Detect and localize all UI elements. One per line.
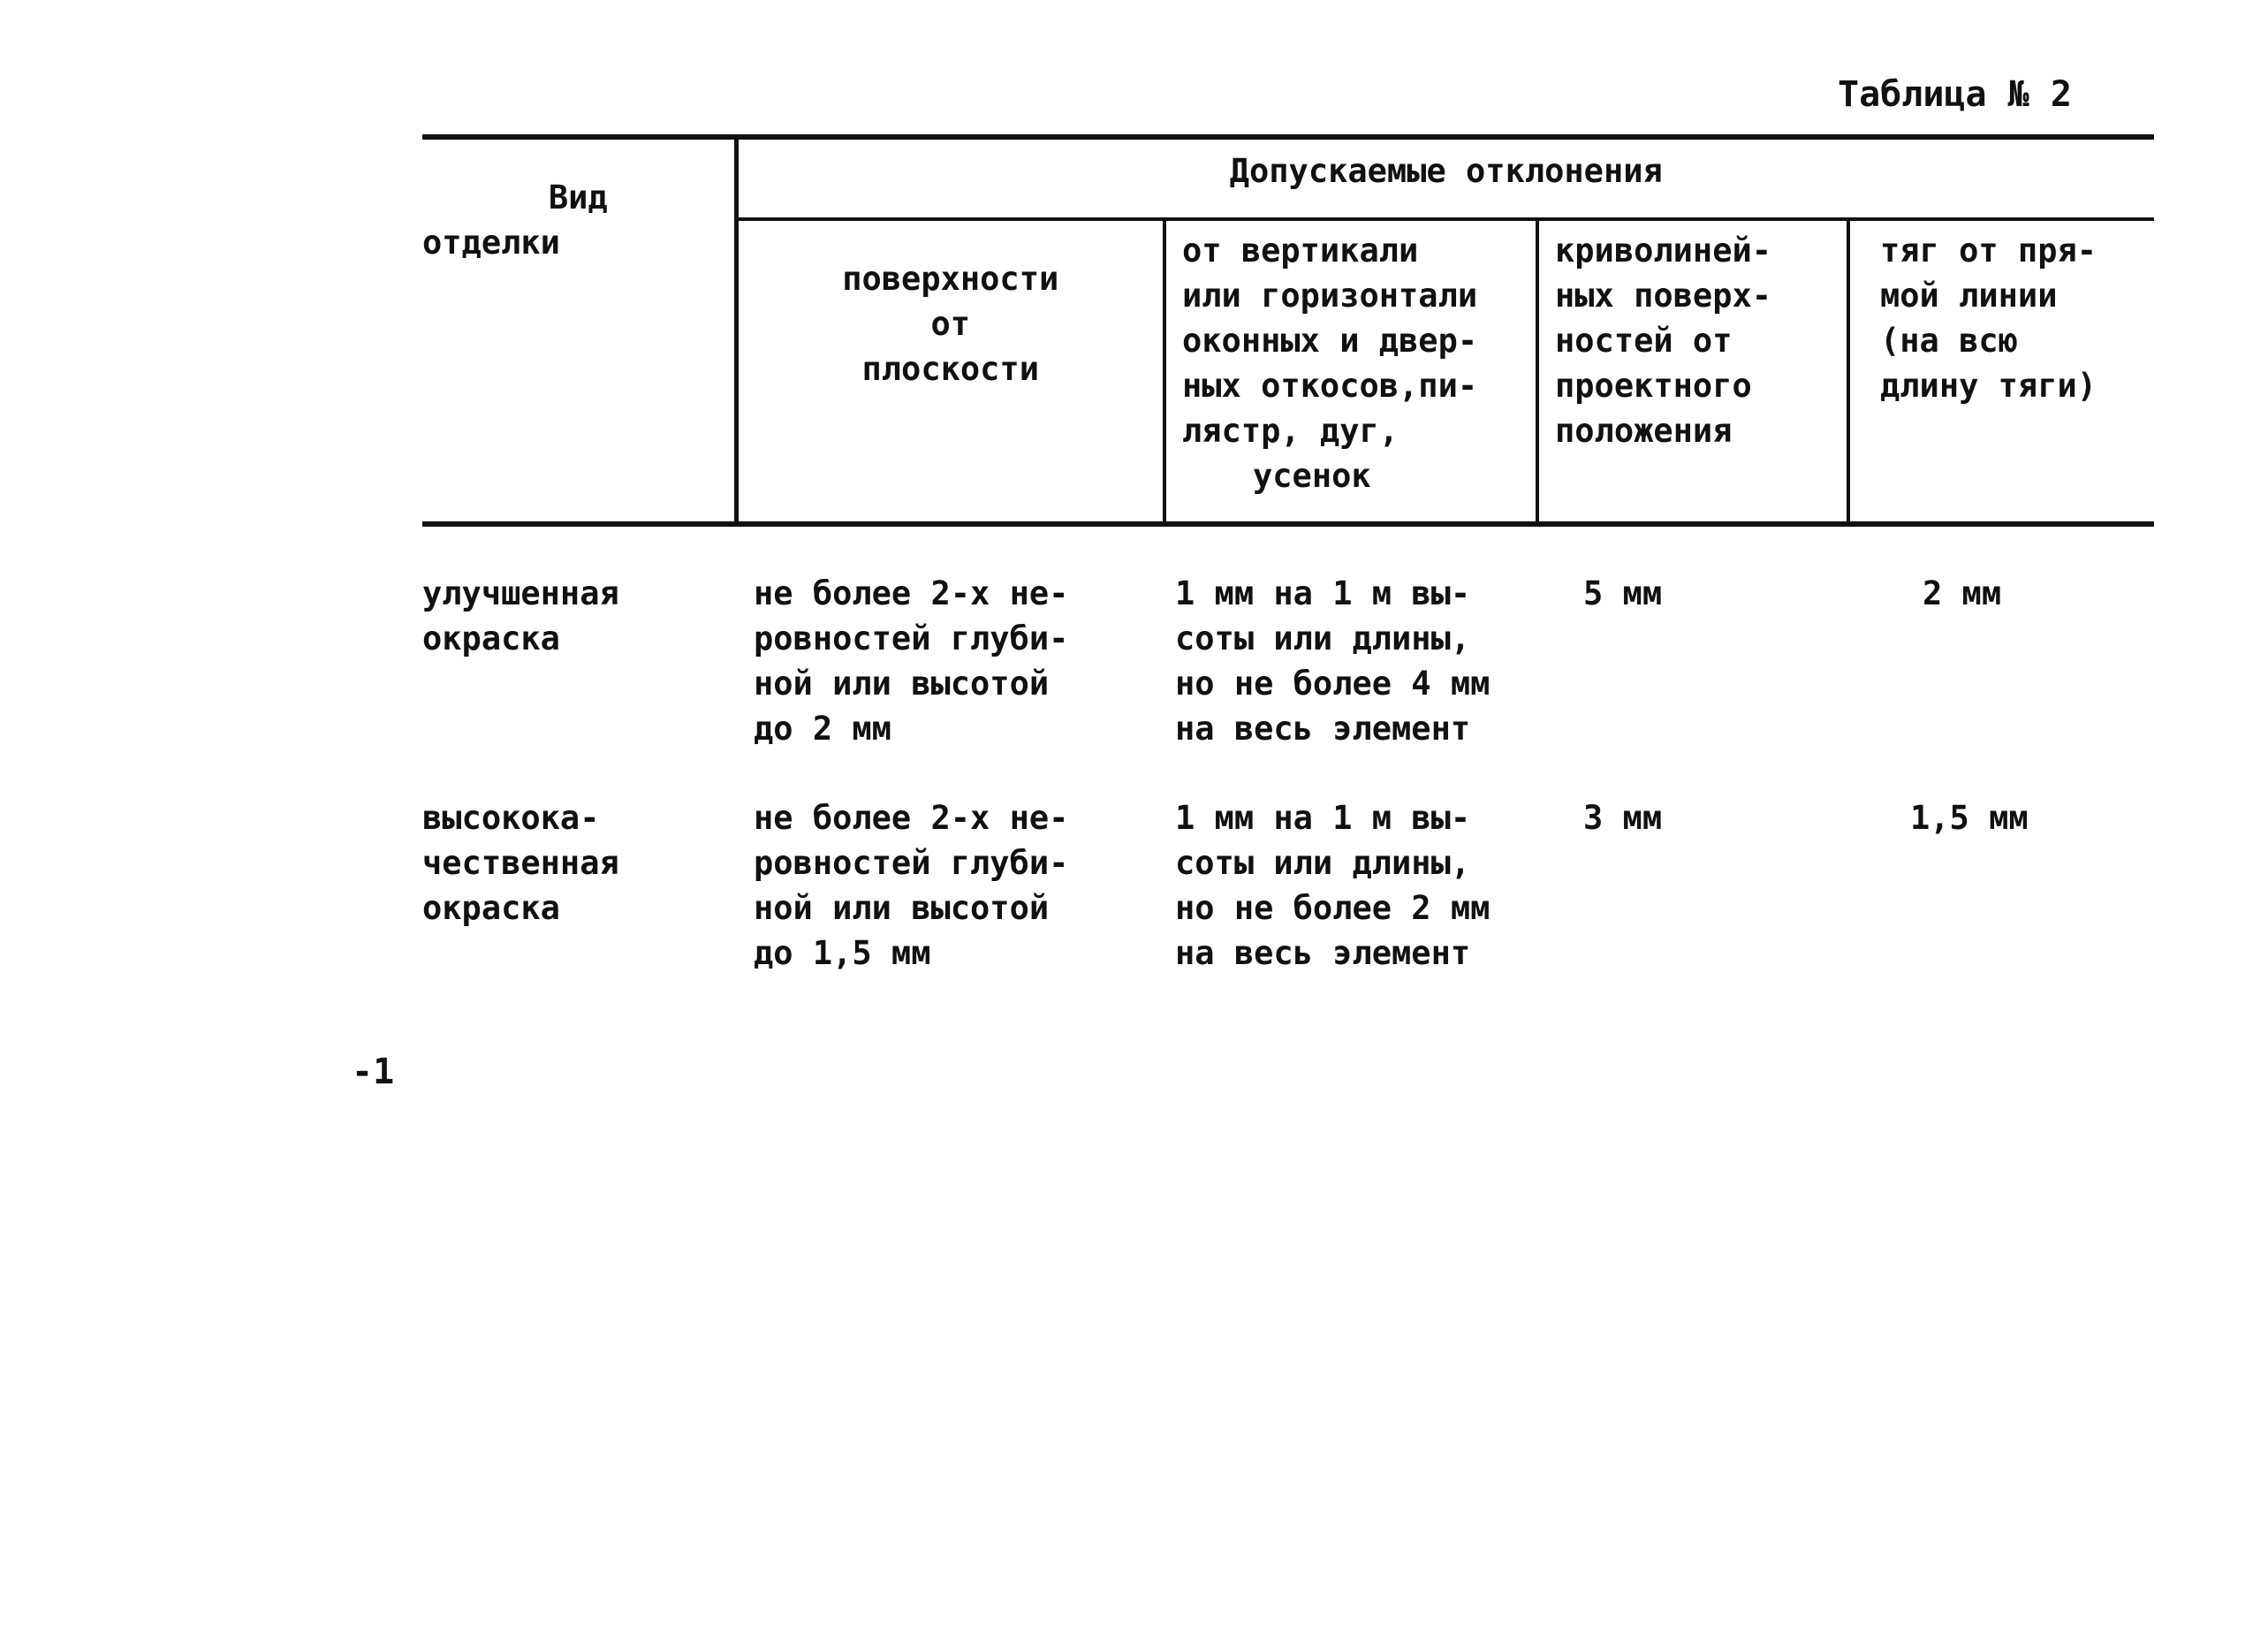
header-rods-from-straight (1848, 219, 2154, 524)
deviations-table (422, 134, 2154, 976)
table-row (422, 524, 2154, 751)
header-line: от вертикали (1182, 232, 1419, 270)
cell-surface (736, 524, 1164, 751)
cell-surface (736, 751, 1164, 976)
header-from-vertical-horizontal (1164, 219, 1537, 524)
margin-mark: -1 (352, 1052, 395, 1092)
header-line: оконных и двер- (1182, 322, 1478, 360)
cell-line: не более 2-х не- (754, 799, 1069, 837)
cell-line: чественная (422, 844, 619, 882)
header-line: поверхности (842, 260, 1059, 298)
table-label: Таблица № 2 (1838, 74, 2072, 115)
cell-line: ной или высотой (754, 889, 1050, 927)
cell-vertical (1164, 751, 1537, 976)
deviations-table-container (422, 134, 2154, 976)
header-line: плоскости (861, 350, 1039, 388)
header-line: длину тяги) (1880, 367, 2097, 405)
cell-line: окраска (422, 619, 560, 657)
header-line: усенок (1253, 457, 1371, 495)
header-line: положения (1555, 412, 1733, 450)
header-line: ных откосов,пи- (1182, 367, 1478, 405)
header-line: тяг от пря- (1880, 232, 2097, 270)
cell-line: ной или высотой (754, 665, 1050, 703)
header-surface-from-plane (736, 219, 1164, 524)
header-line: мой линии (1880, 277, 2058, 315)
table-body (422, 524, 2154, 976)
header-allowed-deviations: Допускаемые отклонения (736, 137, 2154, 219)
cell-line: до 2 мм (754, 710, 891, 748)
cell-rods: 2 мм (1923, 574, 2002, 612)
header-line: криволиней- (1555, 232, 1772, 270)
header-curved-surfaces (1537, 219, 1848, 524)
cell-line: соты или длины, (1175, 844, 1471, 882)
cell-curved: 5 мм (1583, 574, 1663, 612)
header-line: ностей от (1555, 322, 1733, 360)
header-line: от (930, 305, 971, 343)
cell-line: ровностей глуби- (754, 619, 1069, 657)
cell-line: окраска (422, 889, 560, 927)
cell-line: 1 мм на 1 м вы- (1175, 799, 1471, 837)
header-line: или горизонтали (1182, 277, 1478, 315)
cell-finish (422, 524, 736, 751)
header-line: проектного (1555, 367, 1752, 405)
cell-line: на весь элемент (1175, 934, 1471, 972)
cell-line: до 1,5 мм (754, 934, 931, 972)
cell-line: ровностей глуби- (754, 844, 1069, 882)
cell-line: 1 мм на 1 м вы- (1175, 574, 1471, 612)
cell-line: не более 2-х не- (754, 574, 1069, 612)
header-finish-type-line: Вид (548, 179, 608, 217)
table-header (422, 137, 2154, 524)
cell-rods: 1,5 мм (1910, 799, 2029, 837)
header-finish-type-line: отделки (422, 224, 560, 262)
cell-line: но не более 2 мм (1175, 889, 1491, 927)
cell-curved: 3 мм (1583, 799, 1663, 837)
cell-line: улучшенная (422, 574, 619, 612)
cell-line: на весь элемент (1175, 710, 1471, 748)
header-finish-type (422, 137, 736, 524)
cell-line: высокока- (422, 799, 600, 837)
cell-line: соты или длины, (1175, 619, 1471, 657)
cell-vertical (1164, 524, 1537, 751)
header-line: ляcтр, дуг, (1182, 412, 1399, 450)
table-row (422, 751, 2154, 976)
header-line: (на всю (1880, 322, 2018, 360)
header-line: ных поверх- (1555, 277, 1772, 315)
cell-line: но не более 4 мм (1175, 665, 1491, 703)
cell-finish (422, 751, 736, 976)
